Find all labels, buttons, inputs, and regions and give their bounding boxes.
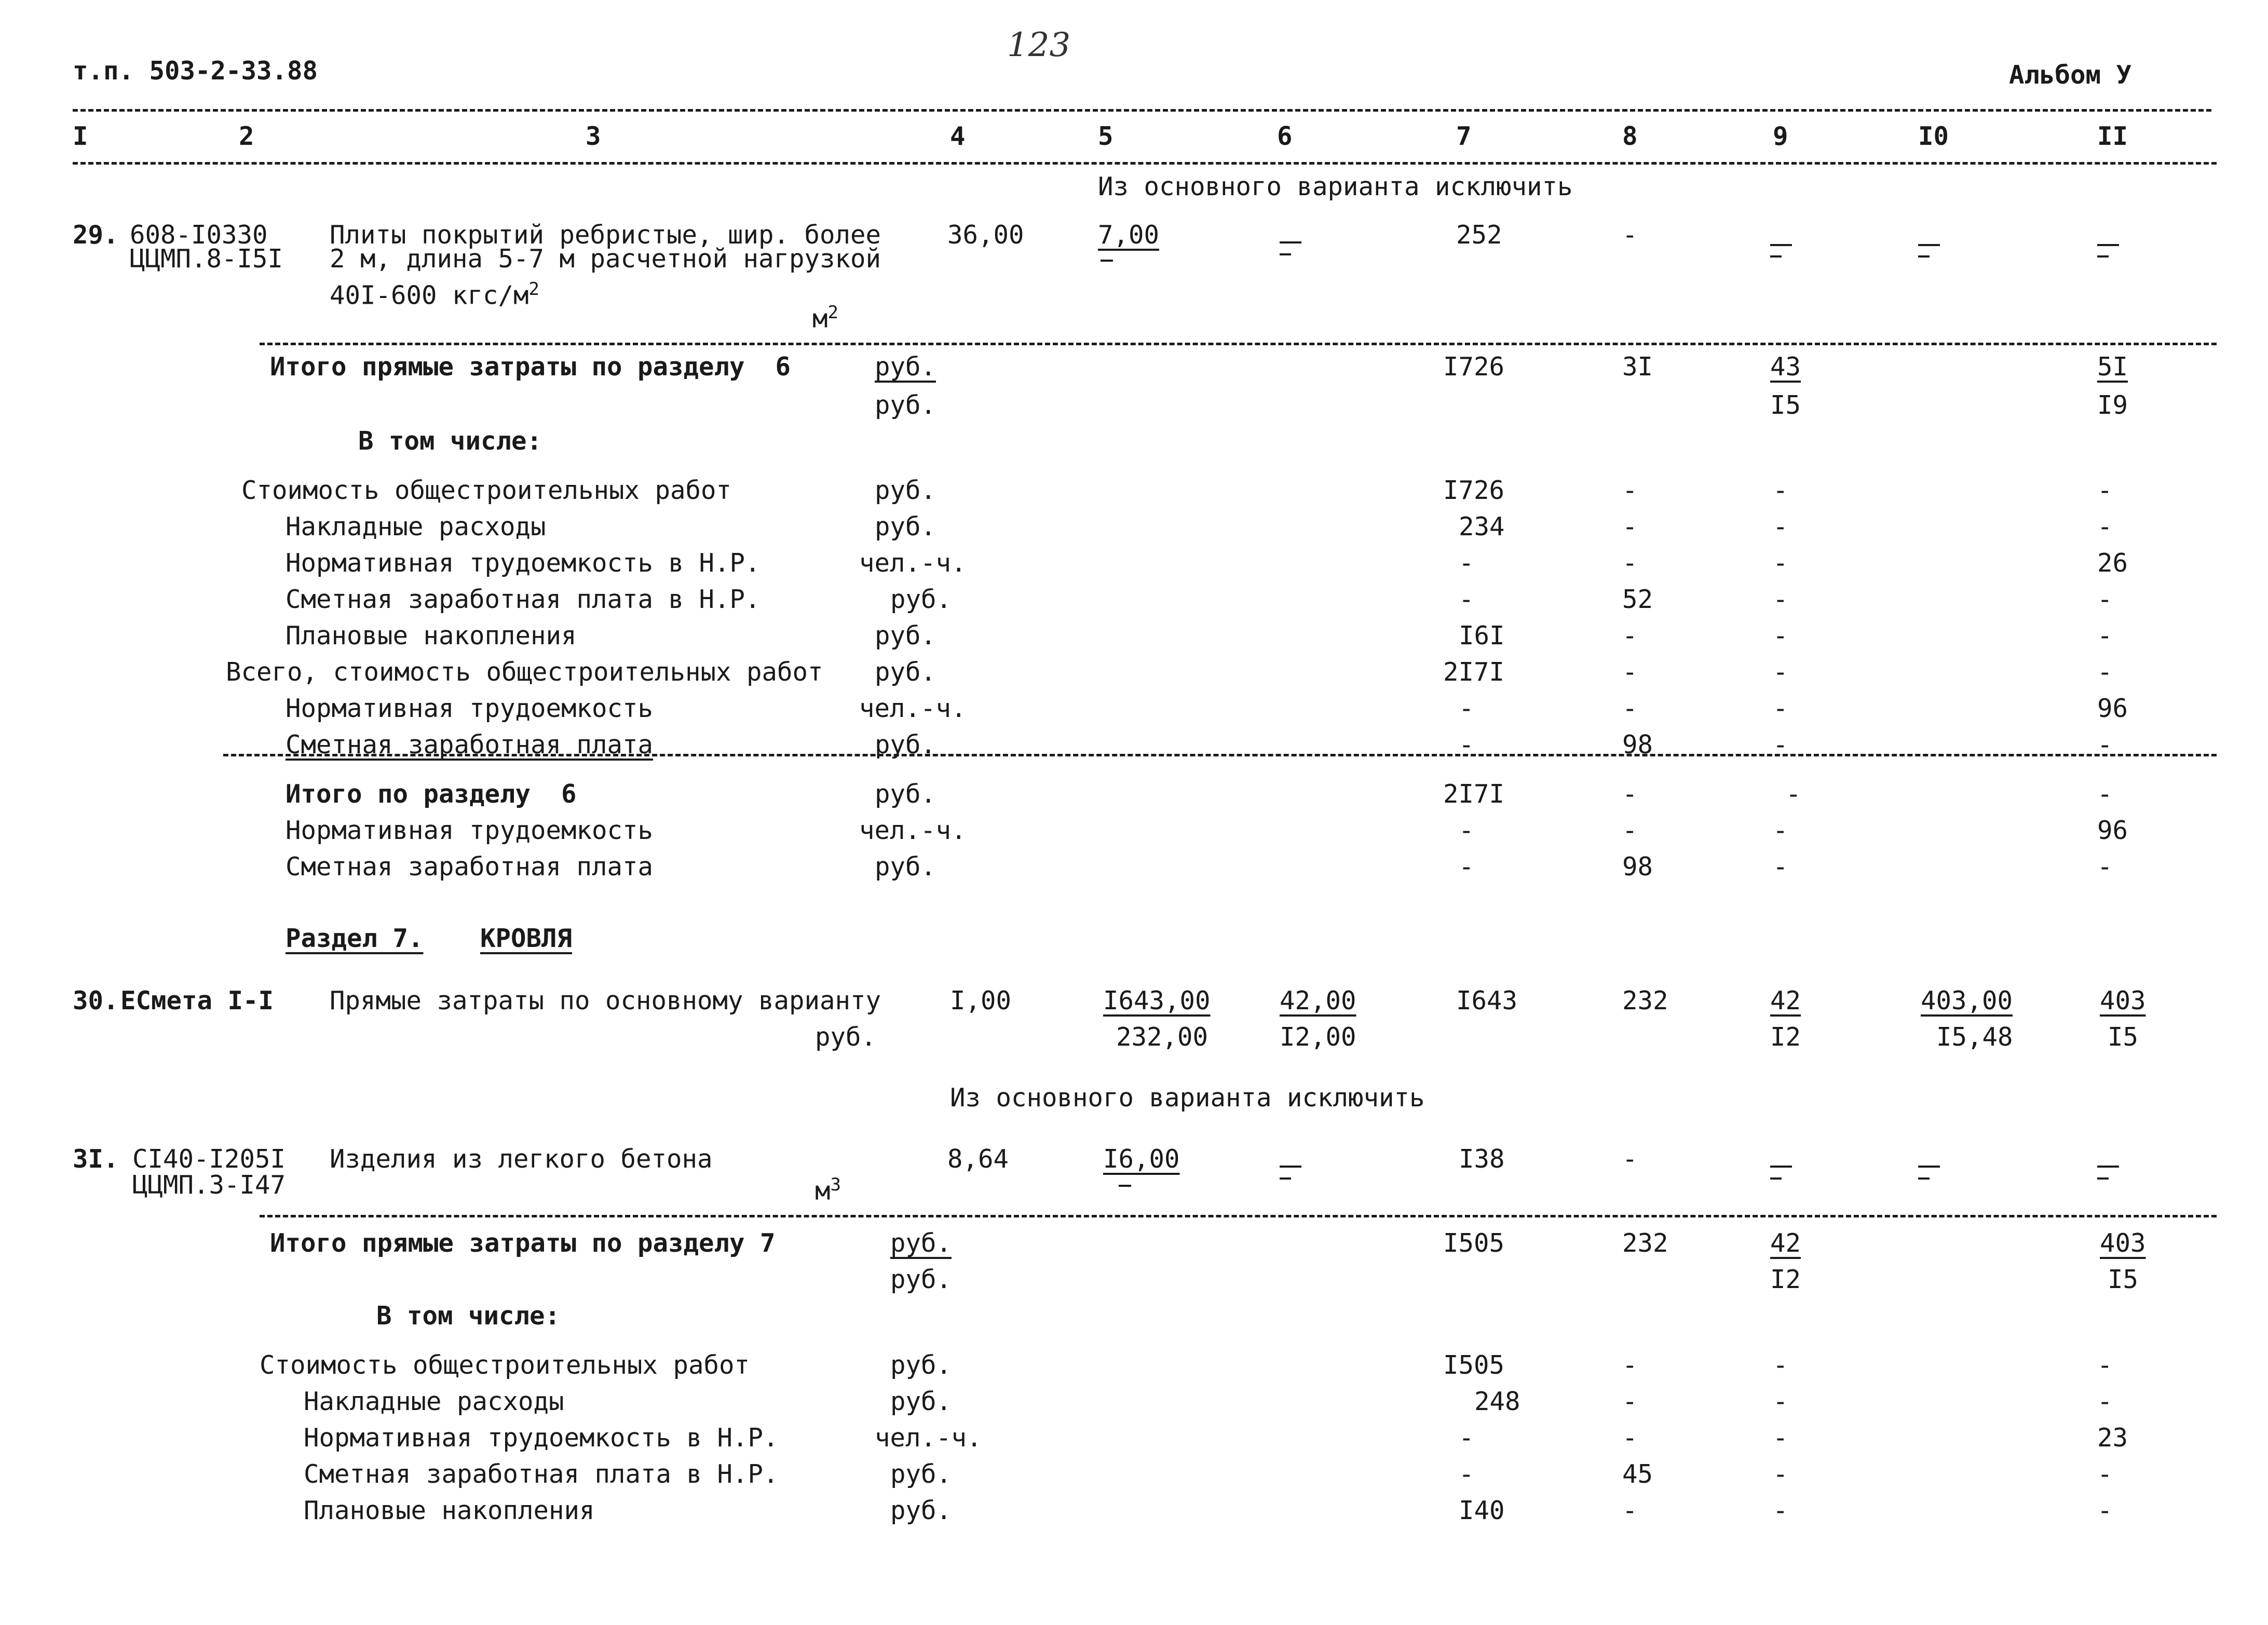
row-c11: -	[2097, 1350, 2113, 1380]
row-c11: -	[2097, 657, 2113, 687]
row-c11: -	[2097, 476, 2113, 505]
item-description: Изделия из легкого бетона	[330, 1144, 713, 1174]
total-cost: I726	[1443, 352, 1505, 382]
row-label: Накладные расходы	[286, 512, 546, 541]
row-c8: -	[1622, 694, 1638, 723]
row-label: Сметная заработная плата в Н.Р.	[304, 1459, 779, 1489]
quantity: 8,64	[947, 1144, 1009, 1174]
column-header: 8	[1622, 121, 1638, 151]
row-c7: I6I	[1459, 621, 1505, 651]
row-unit: чел.-ч.	[859, 816, 967, 845]
row-c8: -	[1622, 816, 1638, 845]
item-description-2: 2 м, длина 5-7 м расчетной нагрузкой	[330, 244, 881, 274]
doc-code: т.п. 503-2-33.88	[73, 56, 318, 86]
column-header: 2	[239, 121, 254, 151]
row-c11: -	[2097, 585, 2113, 614]
row-c9: -	[1773, 816, 1788, 845]
dash-mark	[1101, 260, 1113, 262]
machine-wage: I2	[1770, 1022, 1801, 1052]
row-label: Плановые накопления	[286, 621, 577, 651]
labor-unit-machine: I5,48	[1936, 1022, 2013, 1052]
labor-machine: I5	[2108, 1022, 2139, 1052]
row-unit: руб.	[875, 852, 936, 882]
labor-machine: I9	[2097, 390, 2128, 420]
row-unit: чел.-ч.	[875, 1423, 982, 1453]
row-c7: -	[1459, 1423, 1474, 1453]
total-unit-2: руб.	[875, 390, 936, 420]
unit-machine-wage: I2,00	[1280, 1022, 1356, 1052]
item-number: 29.	[73, 220, 119, 250]
item-code-2: ЦЦМП.8-I5I	[130, 244, 283, 274]
row-c8: -	[1622, 512, 1638, 541]
total-unit-2: руб.	[890, 1265, 952, 1294]
row-unit: руб.	[890, 1387, 952, 1416]
row-unit: чел.-ч.	[859, 548, 967, 578]
total-cost: I643	[1456, 986, 1518, 1015]
row-c9: -	[1773, 1459, 1788, 1489]
column-header: 4	[950, 121, 966, 151]
item-unit: руб.	[815, 1022, 877, 1052]
row-c9: -	[1773, 730, 1788, 760]
wage-cost: -	[1622, 220, 1638, 250]
row-c11: -	[2097, 1459, 2113, 1489]
exclude-note: Из основного варианта исключить	[1098, 172, 1573, 201]
row-c8: 45	[1622, 1459, 1653, 1489]
row-c7: -	[1459, 816, 1474, 845]
row-c11: 26	[2097, 548, 2128, 578]
row-c11: -	[2097, 1496, 2113, 1525]
section-name: КРОВЛЯ	[480, 924, 573, 953]
row-unit: руб.	[875, 779, 936, 809]
row-c9: -	[1773, 512, 1788, 541]
row-label: Сметная заработная плата	[286, 852, 654, 882]
album-label: Альбом У	[2009, 60, 2132, 90]
row-c7: I505	[1443, 1350, 1505, 1380]
row-unit: чел.-ч.	[859, 694, 967, 723]
total-cost: I505	[1443, 1228, 1505, 1258]
column-header: 7	[1456, 121, 1472, 151]
item-number: 30.	[73, 986, 119, 1015]
item-unit: $м^3$	[815, 1174, 841, 1206]
row-c11: 96	[2097, 694, 2128, 723]
row-c8: 98	[1622, 730, 1653, 760]
total-label: Итого прямые затраты по разделу 7	[270, 1228, 776, 1258]
including-label: В том числе:	[358, 426, 542, 456]
row-unit: руб.	[875, 657, 936, 687]
column-header: I	[73, 121, 88, 151]
row-c11: -	[2097, 852, 2113, 882]
section-rule	[223, 754, 2217, 756]
row-c8: -	[1622, 779, 1638, 809]
row-c7: -	[1459, 1459, 1474, 1489]
header-bottom-rule	[73, 162, 2217, 165]
row-c7: -	[1459, 730, 1474, 760]
row-c11: 23	[2097, 1423, 2128, 1453]
row-c9: -	[1773, 852, 1788, 882]
column-header: 3	[586, 121, 601, 151]
wage-cost: 3I	[1622, 352, 1653, 382]
exclude-note: Из основного варианта исключить	[950, 1083, 1425, 1113]
machine-wage: I5	[1770, 390, 1801, 420]
row-c9: -	[1773, 1423, 1788, 1453]
labor-total: 403	[2100, 986, 2146, 1015]
machine-cost: 42	[1770, 986, 1801, 1015]
row-unit: руб.	[890, 1350, 952, 1380]
row-label: Стоимость общестроительных работ	[241, 476, 732, 505]
labor-total: 5I	[2097, 352, 2128, 382]
item-code: ЕСмета I-I	[120, 986, 274, 1015]
row-label: Нормативная трудоемкость в Н.Р.	[286, 548, 760, 578]
column-header: 5	[1098, 121, 1113, 151]
labor-machine: I5	[2108, 1265, 2139, 1294]
row-c9: -	[1773, 621, 1788, 651]
row-label: Стоимость общестроительных работ	[260, 1350, 750, 1380]
unit-machine: 42,00	[1280, 986, 1356, 1015]
row-unit: руб.	[875, 730, 936, 760]
row-label: Нормативная трудоемкость в Н.Р.	[304, 1423, 779, 1453]
row-label: Накладные расходы	[304, 1387, 564, 1416]
row-c11: 96	[2097, 816, 2128, 845]
row-c11: -	[2097, 1387, 2113, 1416]
unit-price: 7,00	[1098, 220, 1160, 250]
machine-cost: 43	[1770, 352, 1801, 382]
row-c9: -	[1773, 1496, 1788, 1525]
row-c11: -	[2097, 730, 2113, 760]
row-label: Итого по разделу 6	[286, 779, 577, 809]
row-c8: -	[1622, 657, 1638, 687]
wage-cost: 232	[1622, 1228, 1668, 1258]
page-number: 123	[1007, 26, 1071, 64]
row-c9: -	[1773, 694, 1788, 723]
total-unit: руб.	[875, 352, 936, 382]
item-code-2: ЦЦМП.3-I47	[132, 1170, 286, 1200]
row-c7: 248	[1474, 1387, 1520, 1416]
unit-price-wage: 232,00	[1116, 1022, 1208, 1052]
row-unit: руб.	[875, 476, 936, 505]
row-label: Сметная заработная плата в Н.Р.	[286, 585, 760, 614]
row-c9: -	[1773, 1350, 1788, 1380]
row-unit: руб.	[875, 621, 936, 651]
row-label: Нормативная трудоемкость	[286, 816, 654, 845]
row-c8: -	[1622, 1423, 1638, 1453]
section-rule	[260, 1215, 2217, 1217]
machine-cost: 42	[1770, 1228, 1801, 1258]
row-c7: I40	[1459, 1496, 1505, 1525]
row-c11: -	[2097, 621, 2113, 651]
row-c7: 2I7I	[1443, 779, 1505, 809]
row-c9: -	[1773, 585, 1788, 614]
item-number: 3I.	[73, 1144, 119, 1174]
row-c8: 52	[1622, 585, 1653, 614]
labor-total: 403	[2100, 1228, 2146, 1258]
row-c9: -	[1773, 1387, 1788, 1416]
row-label: Сметная заработная плата	[286, 730, 654, 760]
item-code: 608-I0330	[130, 220, 268, 250]
wage-cost: 232	[1622, 986, 1668, 1015]
item-description: Плиты покрытий ребристые, шир. более	[330, 220, 881, 250]
row-c9: -	[1773, 476, 1788, 505]
column-header: 6	[1277, 121, 1293, 151]
quantity: I,00	[950, 986, 1012, 1015]
total-cost: 252	[1456, 220, 1502, 250]
item-description: Прямые затраты по основному варианту	[330, 986, 881, 1015]
row-unit: руб.	[890, 1459, 952, 1489]
row-c7: -	[1459, 585, 1474, 614]
row-label: Нормативная трудоемкость	[286, 694, 654, 723]
row-c8: 98	[1622, 852, 1653, 882]
total-cost: I38	[1459, 1144, 1505, 1174]
item-unit: $м^2$	[812, 302, 838, 334]
total-label: Итого прямые затраты по разделу 6	[270, 352, 791, 382]
row-c8: -	[1622, 1496, 1638, 1525]
row-c7: -	[1459, 852, 1474, 882]
column-header: II	[2097, 121, 2128, 151]
item-code: СI40-I205I	[132, 1144, 286, 1174]
row-unit: руб.	[890, 1496, 952, 1525]
column-header: 9	[1773, 121, 1788, 151]
row-label: Плановые накопления	[304, 1496, 595, 1525]
row-c8: -	[1622, 476, 1638, 505]
header-top-rule	[73, 109, 2211, 112]
row-c7: -	[1459, 548, 1474, 578]
wage-cost: -	[1622, 1144, 1638, 1174]
unit-price: I6,00	[1103, 1144, 1180, 1174]
row-unit: руб.	[875, 512, 936, 541]
labor-unit: 403,00	[1921, 986, 2013, 1015]
row-c9: -	[1786, 779, 1801, 809]
row-c8: -	[1622, 548, 1638, 578]
dash-mark	[1119, 1185, 1131, 1187]
column-header: I0	[1918, 121, 1949, 151]
row-c8: -	[1622, 1387, 1638, 1416]
row-c7: -	[1459, 694, 1474, 723]
item-description-3: 40I-600 кгс/$м^2$	[330, 279, 539, 310]
row-c11: -	[2097, 512, 2113, 541]
row-c8: -	[1622, 621, 1638, 651]
section-title: Раздел 7.	[286, 924, 424, 953]
total-unit: руб.	[890, 1228, 952, 1258]
row-c7: I726	[1443, 476, 1505, 505]
row-label: Всего, стоимость общестроительных работ	[226, 657, 823, 687]
row-c7: 2I7I	[1443, 657, 1505, 687]
unit-price: I643,00	[1103, 986, 1211, 1015]
row-c7: 234	[1459, 512, 1505, 541]
quantity: 36,00	[947, 220, 1024, 250]
section-rule	[260, 343, 2217, 345]
machine-wage: I2	[1770, 1265, 1801, 1294]
row-unit: руб.	[890, 585, 952, 614]
including-label: В том числе:	[376, 1301, 561, 1331]
row-c9: -	[1773, 548, 1788, 578]
row-c11: -	[2097, 779, 2113, 809]
row-c9: -	[1773, 657, 1788, 687]
row-c8: -	[1622, 1350, 1638, 1380]
